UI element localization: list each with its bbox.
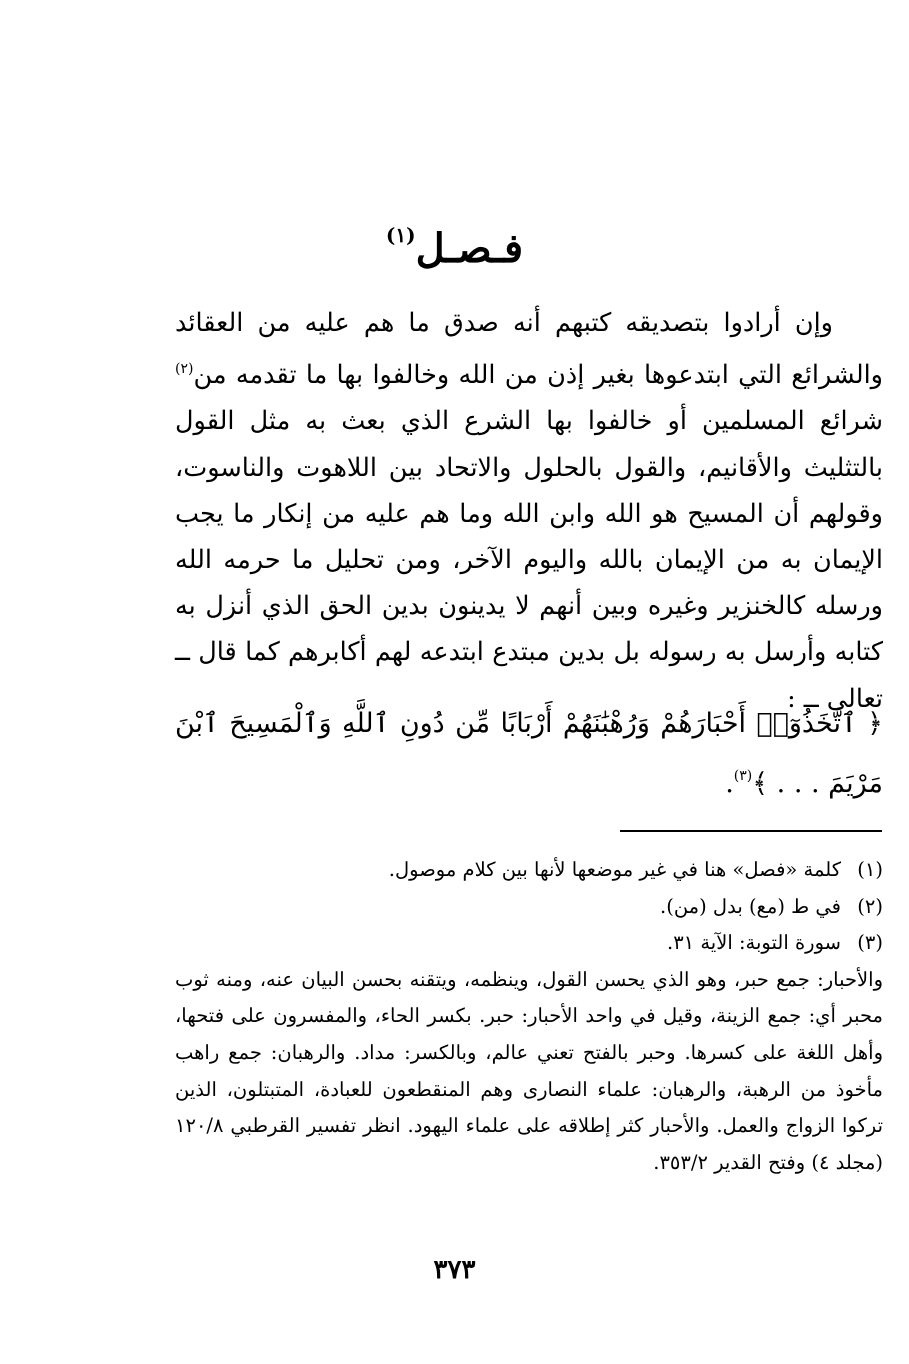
footnotes-section bbox=[175, 852, 883, 1181]
footnote-number: (٢) bbox=[857, 894, 883, 918]
footnote-text: في ط (مع) بدل (من). bbox=[660, 894, 841, 918]
section-heading bbox=[0, 205, 909, 279]
footnote-ref-2: (٢) bbox=[175, 361, 194, 378]
main-paragraph bbox=[175, 300, 883, 722]
paragraph bbox=[175, 300, 883, 722]
footnote-text: سورة التوبة: الآية ٣١. bbox=[667, 931, 841, 955]
footnote-text: كلمة «فصل» هنا في غير موضعها لأنها بين كلام موصول. bbox=[388, 858, 841, 881]
footnote-ref-1: (١) bbox=[385, 223, 416, 247]
footnote-2 bbox=[175, 889, 883, 926]
quran-verse-text: ﴿ ٱتَّخَذُوٓا۟ أَحْبَارَهُمْ وَرُهْبَٰنَهُمْ أَرْبَابًا مِّن دُونِ ٱللَّهِ وَٱلْمَسِيحَ ٱبْنَ مَرْيَمَ . . . ﴾ bbox=[175, 708, 883, 799]
footnote-number: (٣) bbox=[857, 931, 883, 955]
page-number: ٣٧٣ bbox=[433, 1255, 476, 1285]
section-heading-title: فـصـل bbox=[415, 225, 524, 272]
footnote-3 bbox=[175, 925, 883, 962]
footnote-number: (١) bbox=[857, 858, 883, 881]
footnote-divider bbox=[620, 830, 882, 832]
footnote-ref-3: (٣) bbox=[733, 768, 753, 784]
footnote-1 bbox=[175, 852, 883, 889]
footnote-3-explanation: والأحبار: جمع حبر، وهو الذي يحسن القول، وينظمه، ويتقنه بحسن البيان عنه، ومنه ثوب محبر أي: جمع الزينة، وقيل في واحد الأحبار: حبر. بكسر الحاء، والمفسرون على فتحها، وأهل اللغة على كسرها. وحبر بالفتح تعني عالم، وبالكسر: مداد. والرهبان: جمع راهب مأخوذ من الرهبة، والرهبان: علماء النصارى وهم المنقطعون للعبادة، المتبتلون، الذين تركوا الزواج والعمل. والأحبار كثر إطلاقه على علماء اليهود. انظر تفسير القرطبي ١٢٠/٨ (مجلد ٤) وفتح القدير ٣٥٣/٢. bbox=[175, 967, 883, 1174]
paragraph-text-part2: شرائع المسلمين أو خالفوا بها الشرع الذي بعث به مثل القول بالتثليث والأقانيم، والقول بالحلول والاتحاد بين اللاهوت والناسوت، وقولهم أن المسيح هو الله وابن الله وما هم عليه من إنكار ما يجب الإيمان به من الإيمان بالله واليوم الآخر، ومن تحليل ما حرمه الله ورسله كالخنزير وغيره وبين أنهم لا يدينون بدين الحق الذي أنزل به كتابه وأرسل به رسوله بل بدين مبتدع ابتدعه لهم أكابرهم كما قال ــ تعالى ــ : bbox=[175, 406, 883, 714]
quran-verse bbox=[175, 698, 883, 810]
paragraph-text-part1: وإن أرادوا بتصديقه كتبهم أنه صدق ما هم عليه من العقائد والشرائع التي ابتدعوها بغير إذن من الله وخالفوا بها ما تقدمه من bbox=[175, 308, 884, 391]
verse-end-punctuation: . bbox=[725, 768, 734, 799]
